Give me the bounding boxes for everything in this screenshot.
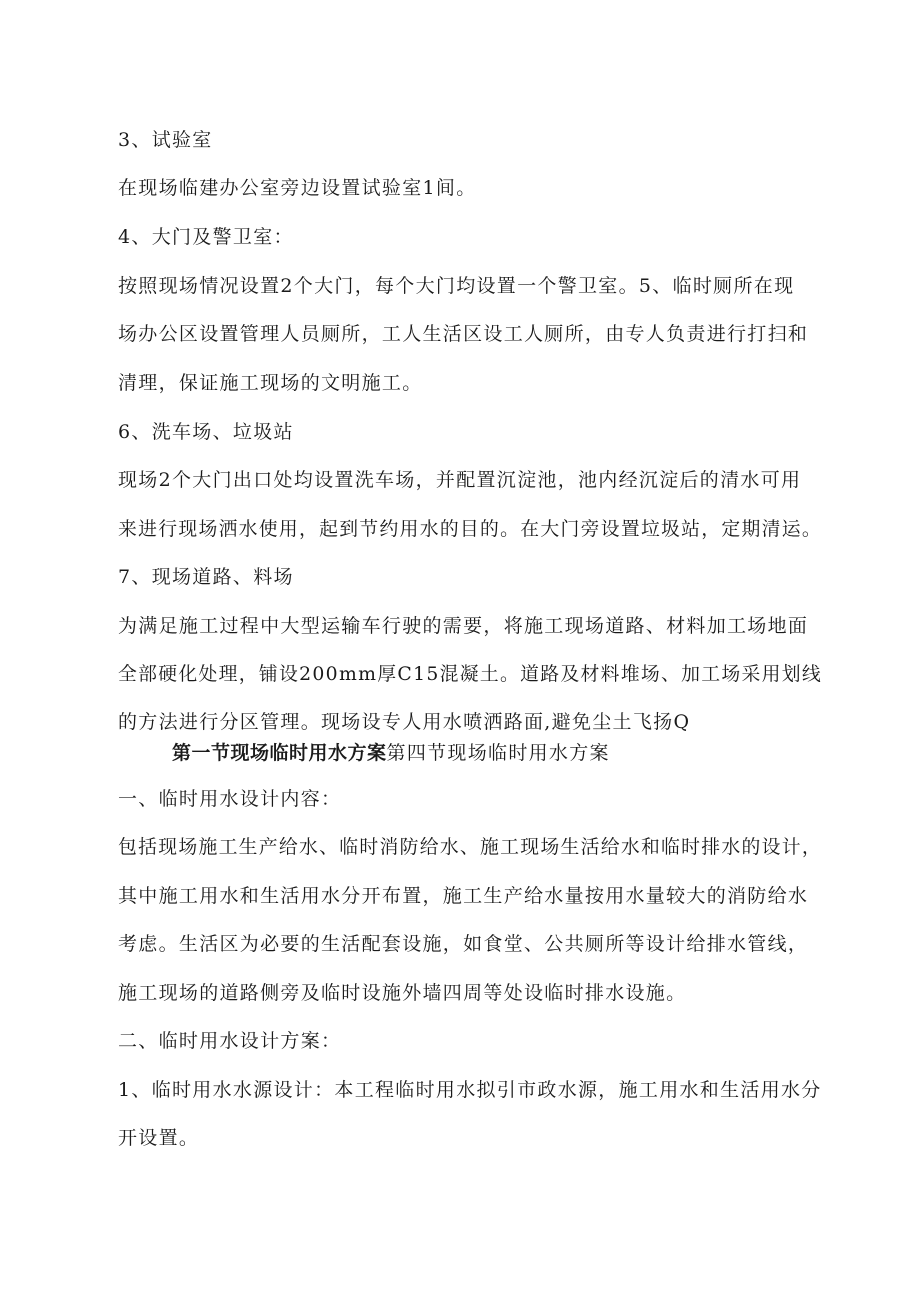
paragraph-line: 现场2个大门出口处均设置洗车场，并配置沉淀池，池内经沉淀后的清水可用 bbox=[118, 469, 802, 491]
paragraph-line: 场办公区设置管理人员厕所，工人生活区设工人厕所，由专人负责进行打扫和 bbox=[118, 323, 809, 345]
paragraph-line: 为满足施工过程中大型运输车行驶的需要，将施工现场道路、材料加工场地面 bbox=[118, 615, 809, 637]
subsection-heading-carwash: 6、洗车场、垃圾站 bbox=[118, 421, 294, 443]
section-heading-normal: 第四节现场临时用水方案 bbox=[386, 742, 610, 764]
paragraph-line: 清理，保证施工现场的文明施工。 bbox=[118, 372, 423, 394]
subsection-heading-gate: 4、大门及警卫室： bbox=[118, 226, 294, 248]
paragraph-line: 的方法进行分区管理。现场设专人用水喷洒路面,避免尘土飞扬Q bbox=[118, 711, 691, 733]
paragraph-line: 全部硬化处理，铺设200mm厚C15混凝土。道路及材料堆场、加工场采用划线 bbox=[118, 663, 823, 685]
subsection-heading-design-plan: 二、临时用水设计方案： bbox=[118, 1030, 342, 1052]
subsection-heading-road: 7、现场道路、料场 bbox=[118, 566, 294, 588]
section-heading bbox=[172, 741, 610, 765]
section-heading-bold: 第一节现场临时用水方案 bbox=[172, 742, 387, 764]
paragraph-line: 1、临时用水水源设计：本工程临时用水拟引市政水源，施工用水和生活用水分 bbox=[118, 1079, 822, 1101]
paragraph-line: 按照现场情况设置2个大门，每个大门均设置一个警卫室。5、临时厕所在现 bbox=[118, 275, 795, 297]
paragraph-line: 来进行现场洒水使用，起到节约用水的目的。在大门旁设置垃圾站，定期清运。 bbox=[118, 518, 822, 540]
paragraph-line: 开设置。 bbox=[118, 1127, 200, 1149]
paragraph-line: 在现场临建办公室旁边设置试验室1间。 bbox=[118, 177, 477, 199]
subsection-heading-lab: 3、试验室 bbox=[118, 129, 213, 151]
subsection-heading-design-content: 一、临时用水设计内容： bbox=[118, 788, 342, 810]
paragraph-line: 其中施工用水和生活用水分开布置，施工生产给水量按用水量较大的消防给水 bbox=[118, 885, 809, 907]
paragraph-line: 包括现场施工生产给水、临时消防给水、施工现场生活给水和临时排水的设计， bbox=[118, 836, 822, 858]
paragraph-line: 施工现场的道路侧旁及临时设施外墙四周等处设临时排水设施。 bbox=[118, 982, 687, 1004]
paragraph-line: 考虑。生活区为必要的生活配套设施，如食堂、公共厕所等设计给排水管线， bbox=[118, 933, 809, 955]
